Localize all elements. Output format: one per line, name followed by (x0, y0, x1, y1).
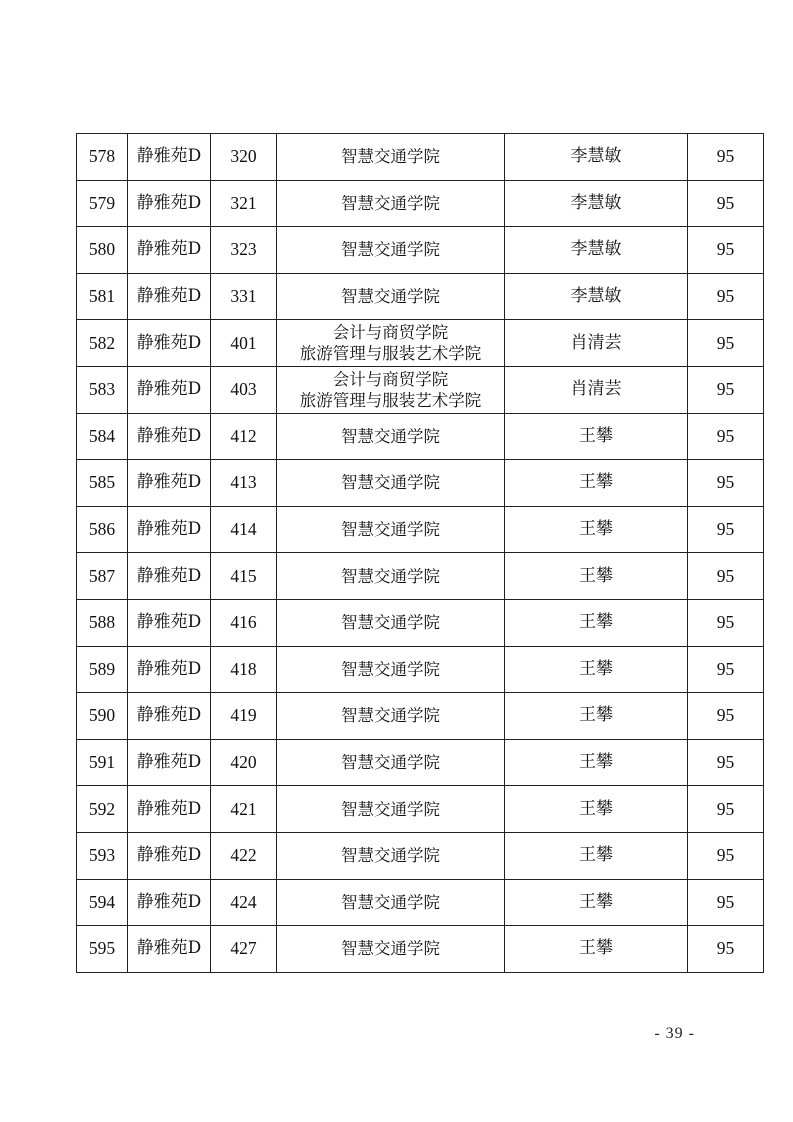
row-number-cell: 594 (77, 879, 128, 926)
room-cell: 419 (211, 693, 277, 740)
building-cell: 静雅苑D (128, 832, 211, 879)
teacher-cell: 王攀 (505, 646, 688, 693)
building-cell: 静雅苑D (128, 646, 211, 693)
score-cell: 95 (688, 693, 764, 740)
college-cell (277, 134, 505, 181)
table-row (77, 926, 764, 973)
score-cell: 95 (688, 366, 764, 413)
room-cell: 403 (211, 366, 277, 413)
teacher-cell: 王攀 (505, 786, 688, 833)
college-name: 智慧交通学院 (341, 799, 440, 819)
college-cell (277, 366, 505, 413)
college-name: 智慧交通学院 (341, 147, 440, 167)
room-cell: 413 (211, 460, 277, 507)
building-cell: 静雅苑D (128, 273, 211, 320)
college-cell (277, 599, 505, 646)
score-cell: 95 (688, 646, 764, 693)
table-row (77, 227, 764, 274)
college-name: 智慧交通学院 (341, 659, 440, 679)
room-cell: 331 (211, 273, 277, 320)
room-cell: 323 (211, 227, 277, 274)
dormitory-score-table (76, 133, 764, 973)
row-number-cell: 579 (77, 180, 128, 227)
college-name: 智慧交通学院 (341, 426, 440, 446)
college-cell (277, 320, 505, 367)
college-cell (277, 180, 505, 227)
college-name: 会计与商贸学院 (332, 369, 449, 389)
row-number-cell: 589 (77, 646, 128, 693)
row-number-cell: 585 (77, 460, 128, 507)
college-name: 智慧交通学院 (341, 892, 440, 912)
building-cell: 静雅苑D (128, 366, 211, 413)
room-cell: 320 (211, 134, 277, 181)
building-cell: 静雅苑D (128, 227, 211, 274)
college-name: 智慧交通学院 (341, 520, 440, 540)
table-row (77, 506, 764, 553)
table-row (77, 460, 764, 507)
building-cell: 静雅苑D (128, 879, 211, 926)
score-cell: 95 (688, 320, 764, 367)
college-name: 智慧交通学院 (341, 566, 440, 586)
college-name: 智慧交通学院 (341, 193, 440, 213)
score-cell: 95 (688, 832, 764, 879)
table-body (77, 134, 764, 973)
row-number-cell: 591 (77, 739, 128, 786)
teacher-cell: 李慧敏 (505, 273, 688, 320)
college-name: 智慧交通学院 (341, 473, 440, 493)
college-name: 智慧交通学院 (341, 846, 440, 866)
row-number-cell: 578 (77, 134, 128, 181)
college-cell (277, 553, 505, 600)
college-name: 智慧交通学院 (341, 613, 440, 633)
teacher-cell: 王攀 (505, 693, 688, 740)
page-number: - 39 - (654, 1025, 695, 1042)
college-name: 会计与商贸学院 (332, 323, 449, 343)
teacher-cell: 王攀 (505, 879, 688, 926)
row-number-cell: 590 (77, 693, 128, 740)
score-cell: 95 (688, 227, 764, 274)
teacher-cell: 肖清芸 (505, 320, 688, 367)
college-name: 智慧交通学院 (341, 939, 440, 959)
college-name: 智慧交通学院 (341, 240, 440, 260)
row-number-cell: 586 (77, 506, 128, 553)
building-cell: 静雅苑D (128, 693, 211, 740)
table-row (77, 553, 764, 600)
building-cell: 静雅苑D (128, 320, 211, 367)
teacher-cell: 王攀 (505, 553, 688, 600)
row-number-cell: 595 (77, 926, 128, 973)
table-row (77, 413, 764, 460)
building-cell: 静雅苑D (128, 926, 211, 973)
teacher-cell: 王攀 (505, 599, 688, 646)
room-cell: 420 (211, 739, 277, 786)
score-cell: 95 (688, 739, 764, 786)
score-cell: 95 (688, 553, 764, 600)
college-name: 智慧交通学院 (341, 753, 440, 773)
college-cell (277, 506, 505, 553)
room-cell: 421 (211, 786, 277, 833)
teacher-cell: 王攀 (505, 413, 688, 460)
score-cell: 95 (688, 413, 764, 460)
row-number-cell: 592 (77, 786, 128, 833)
room-cell: 321 (211, 180, 277, 227)
college-cell (277, 646, 505, 693)
table-row (77, 366, 764, 413)
college-name: 旅游管理与服装艺术学院 (299, 344, 482, 364)
college-cell (277, 879, 505, 926)
college-cell (277, 739, 505, 786)
room-cell: 414 (211, 506, 277, 553)
row-number-cell: 581 (77, 273, 128, 320)
college-name: 智慧交通学院 (341, 287, 440, 307)
building-cell: 静雅苑D (128, 180, 211, 227)
teacher-cell: 王攀 (505, 506, 688, 553)
teacher-cell: 王攀 (505, 832, 688, 879)
college-cell (277, 227, 505, 274)
row-number-cell: 587 (77, 553, 128, 600)
table-row (77, 693, 764, 740)
teacher-cell: 李慧敏 (505, 134, 688, 181)
score-cell: 95 (688, 273, 764, 320)
table-row (77, 273, 764, 320)
college-cell (277, 832, 505, 879)
row-number-cell: 588 (77, 599, 128, 646)
table-row (77, 134, 764, 181)
table-row (77, 646, 764, 693)
building-cell: 静雅苑D (128, 413, 211, 460)
teacher-cell: 王攀 (505, 926, 688, 973)
teacher-cell: 李慧敏 (505, 227, 688, 274)
table-row (77, 320, 764, 367)
table-row (77, 599, 764, 646)
score-cell: 95 (688, 599, 764, 646)
table-row (77, 879, 764, 926)
row-number-cell: 583 (77, 366, 128, 413)
row-number-cell: 580 (77, 227, 128, 274)
score-cell: 95 (688, 786, 764, 833)
room-cell: 418 (211, 646, 277, 693)
table-row (77, 180, 764, 227)
score-cell: 95 (688, 506, 764, 553)
building-cell: 静雅苑D (128, 506, 211, 553)
score-cell: 95 (688, 180, 764, 227)
college-cell (277, 786, 505, 833)
college-cell (277, 693, 505, 740)
teacher-cell: 肖清芸 (505, 366, 688, 413)
college-name: 智慧交通学院 (341, 706, 440, 726)
building-cell: 静雅苑D (128, 786, 211, 833)
college-cell (277, 413, 505, 460)
score-cell: 95 (688, 879, 764, 926)
room-cell: 416 (211, 599, 277, 646)
college-cell (277, 926, 505, 973)
building-cell: 静雅苑D (128, 553, 211, 600)
college-cell (277, 460, 505, 507)
building-cell: 静雅苑D (128, 739, 211, 786)
college-name: 旅游管理与服装艺术学院 (299, 390, 482, 410)
score-cell: 95 (688, 460, 764, 507)
room-cell: 401 (211, 320, 277, 367)
building-cell: 静雅苑D (128, 134, 211, 181)
table-row (77, 786, 764, 833)
building-cell: 静雅苑D (128, 599, 211, 646)
table-row (77, 832, 764, 879)
building-cell: 静雅苑D (128, 460, 211, 507)
room-cell: 412 (211, 413, 277, 460)
score-cell: 95 (688, 926, 764, 973)
score-cell: 95 (688, 134, 764, 181)
table-row (77, 739, 764, 786)
room-cell: 424 (211, 879, 277, 926)
teacher-cell: 王攀 (505, 739, 688, 786)
room-cell: 415 (211, 553, 277, 600)
row-number-cell: 582 (77, 320, 128, 367)
college-cell (277, 273, 505, 320)
row-number-cell: 593 (77, 832, 128, 879)
row-number-cell: 584 (77, 413, 128, 460)
room-cell: 427 (211, 926, 277, 973)
room-cell: 422 (211, 832, 277, 879)
teacher-cell: 王攀 (505, 460, 688, 507)
teacher-cell: 李慧敏 (505, 180, 688, 227)
